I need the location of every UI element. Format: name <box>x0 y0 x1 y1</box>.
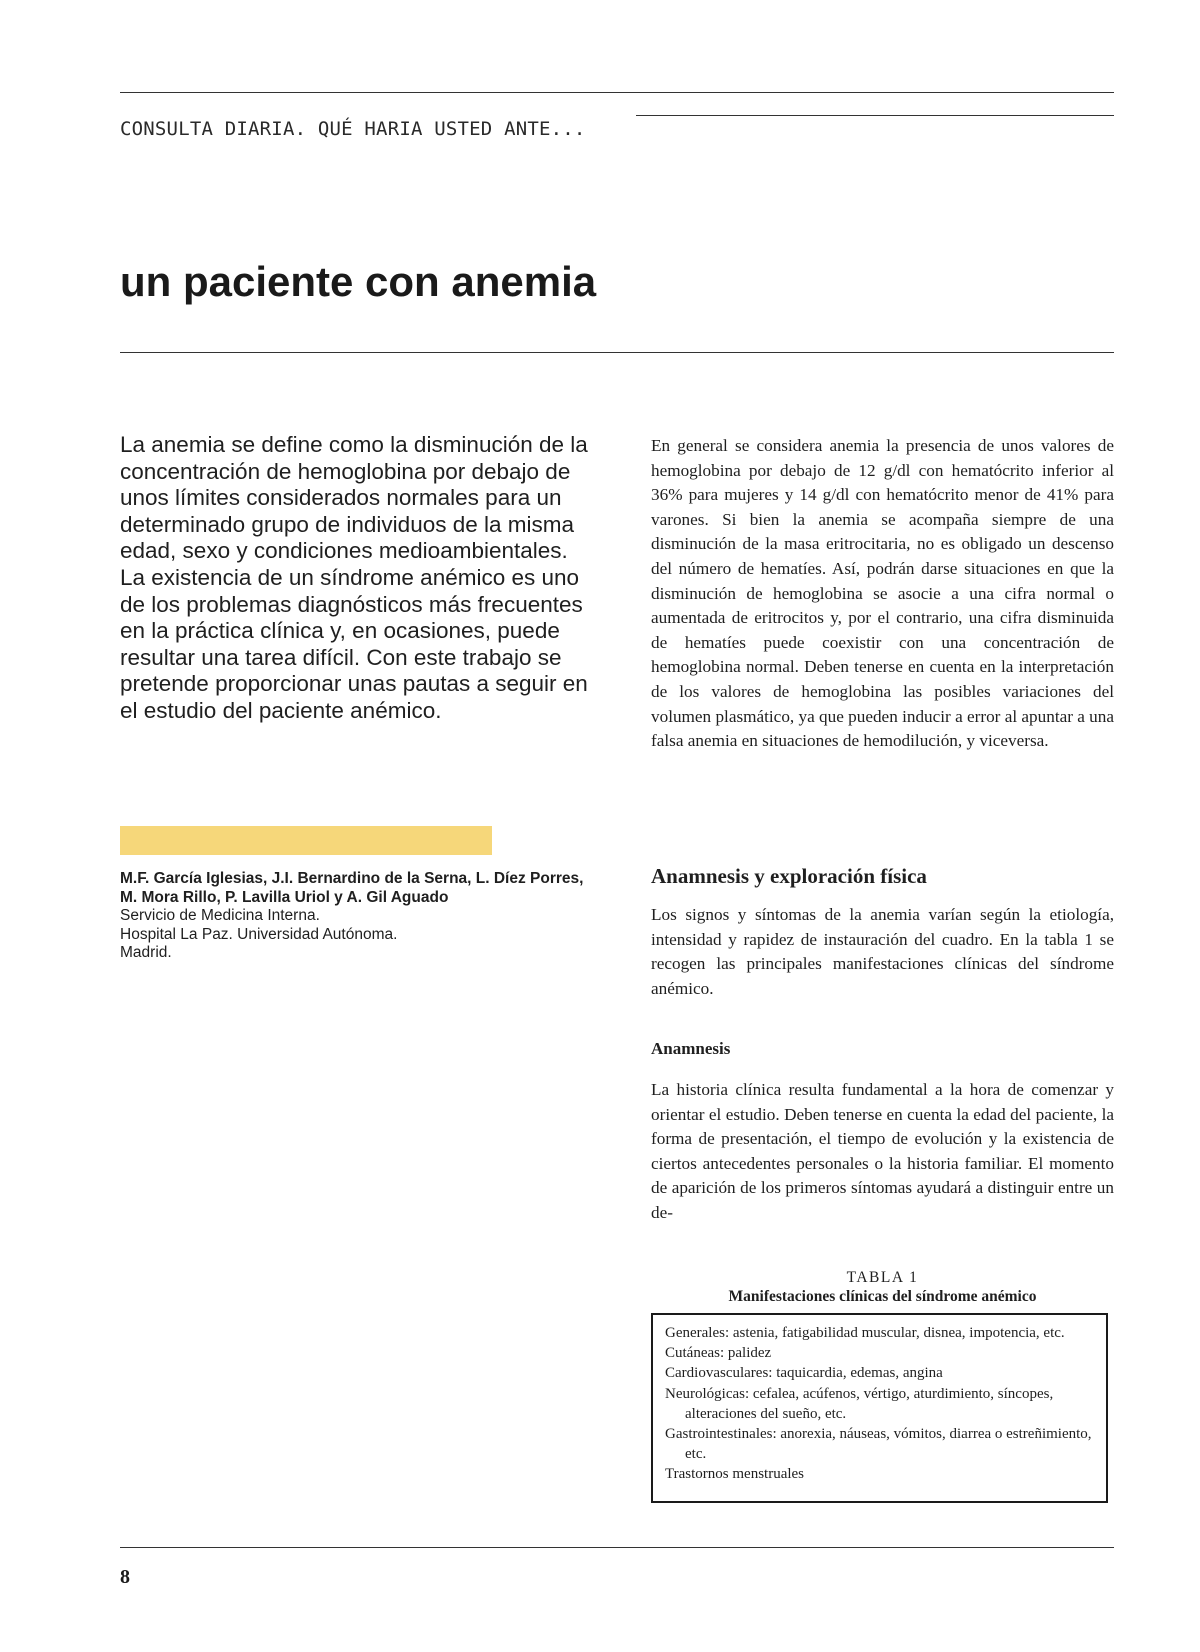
table-manifestaciones <box>651 1313 1108 1503</box>
section-label: CONSULTA DIARIA. QUÉ HARIA USTED ANTE... <box>120 118 586 140</box>
abstract: La anemia se define como la disminución de la concentración de hemoglobina por debajo de unos límites considerados normales para un determinado grupo de individuos de la misma edad, sexo y condiciones medioambientales. La existencia de un síndrome anémico es uno de los problemas diagnósticos más frecuentes en la práctica clínica y, en ocasiones, puede resultar una tarea difícil. Con este trabajo se pretende proporcionar unas pautas a seguir en el estudio del paciente anémico. <box>120 432 588 723</box>
article-title: un paciente con anemia <box>120 258 597 305</box>
intro-paragraph: En general se considera anemia la presencia de unos valores de hemoglobina por debajo de 12 g/dl con hematócrito inferior al 36% para mujeres y 14 g/dl con hematócrito menor de 41% para varones. Si bien la anemia se acompaña siempre de una disminución de la masa eritrocitaria, no es obligado un descenso del número de hematíes. Así, podrán darse situaciones en que la disminución de hemoglobina se asocie a una cifra normal o aumentada de eritrocitos y, por el contrario, una cifra disminuida de hematíes puede coexistir con una concentración de hemoglobina normal. Deben tenerse en cuenta en la interpretación de los valores de hemoglobina las posibles variaciones del volumen plasmático, ya que pueden inducir a error al apuntar a una falsa anemia en situaciones de hemodilución, y viceversa. <box>651 436 1114 751</box>
signos-paragraph: Los signos y síntomas de la anemia varían según la etiología, intensidad y rapidez de instauración del cuadro. En la tabla 1 se recogen las principales manifestaciones clínicas del síndrome anémico. <box>651 905 1114 998</box>
accent-bar <box>120 826 492 855</box>
table-row: Generales: astenia, fatigabilidad muscular, disnea, impotencia, etc. <box>665 1325 1065 1341</box>
table-row: Neurológicas: cefalea, acúfenos, vértigo, aturdimiento, síncopes, alteraciones del sueño, etc. <box>665 1385 1054 1422</box>
section-label-rule <box>636 115 1114 116</box>
table-row: Cardiovasculares: taquicardia, edemas, angina <box>665 1365 943 1382</box>
table-row: Trastornos menstruales <box>665 1466 805 1483</box>
table-list <box>653 1315 1106 1485</box>
footer-rule <box>120 1547 1114 1548</box>
table-title: Manifestaciones clínicas del síndrome anémico <box>728 1288 1037 1305</box>
section-heading-anamnesis-exploracion: Anamnesis y exploración física <box>651 864 927 888</box>
author-names: M.F. García Iglesias, J.I. Bernardino de la Serna, L. Díez Porres, M. Mora Rillo, P. Lavilla Uriol y A. Gil Aguado <box>120 870 584 906</box>
authors-block <box>120 870 590 963</box>
table-row: Cutáneas: palidez <box>665 1345 772 1362</box>
table-label: TABLA 1 <box>846 1269 919 1286</box>
table-row: Gastrointestinales: anorexia, náuseas, vómitos, diarrea o estreñimiento, etc. <box>665 1426 1092 1463</box>
title-bottom-rule <box>120 352 1114 353</box>
header-top-rule <box>120 92 1114 93</box>
page-number: 8 <box>120 1566 130 1588</box>
affiliation-hospital: Hospital La Paz. Universidad Autónoma. <box>120 925 398 943</box>
historia-paragraph: La historia clínica resulta fundamental a la hora de comenzar y orientar el estudio. Deben tenerse en cuenta la edad del paciente, la forma de presentación, el tiempo de evolución y la existencia de ciertos antecedentes personales o la historia familiar. El momento de aparición de los primeros síntomas ayudará a distinguir entre un de- <box>651 1080 1114 1222</box>
affiliation-city: Madrid. <box>120 944 172 961</box>
table-caption <box>651 1268 1114 1306</box>
subsection-heading-anamnesis: Anamnesis <box>651 1039 731 1058</box>
affiliation-department: Servicio de Medicina Interna. <box>120 907 320 924</box>
